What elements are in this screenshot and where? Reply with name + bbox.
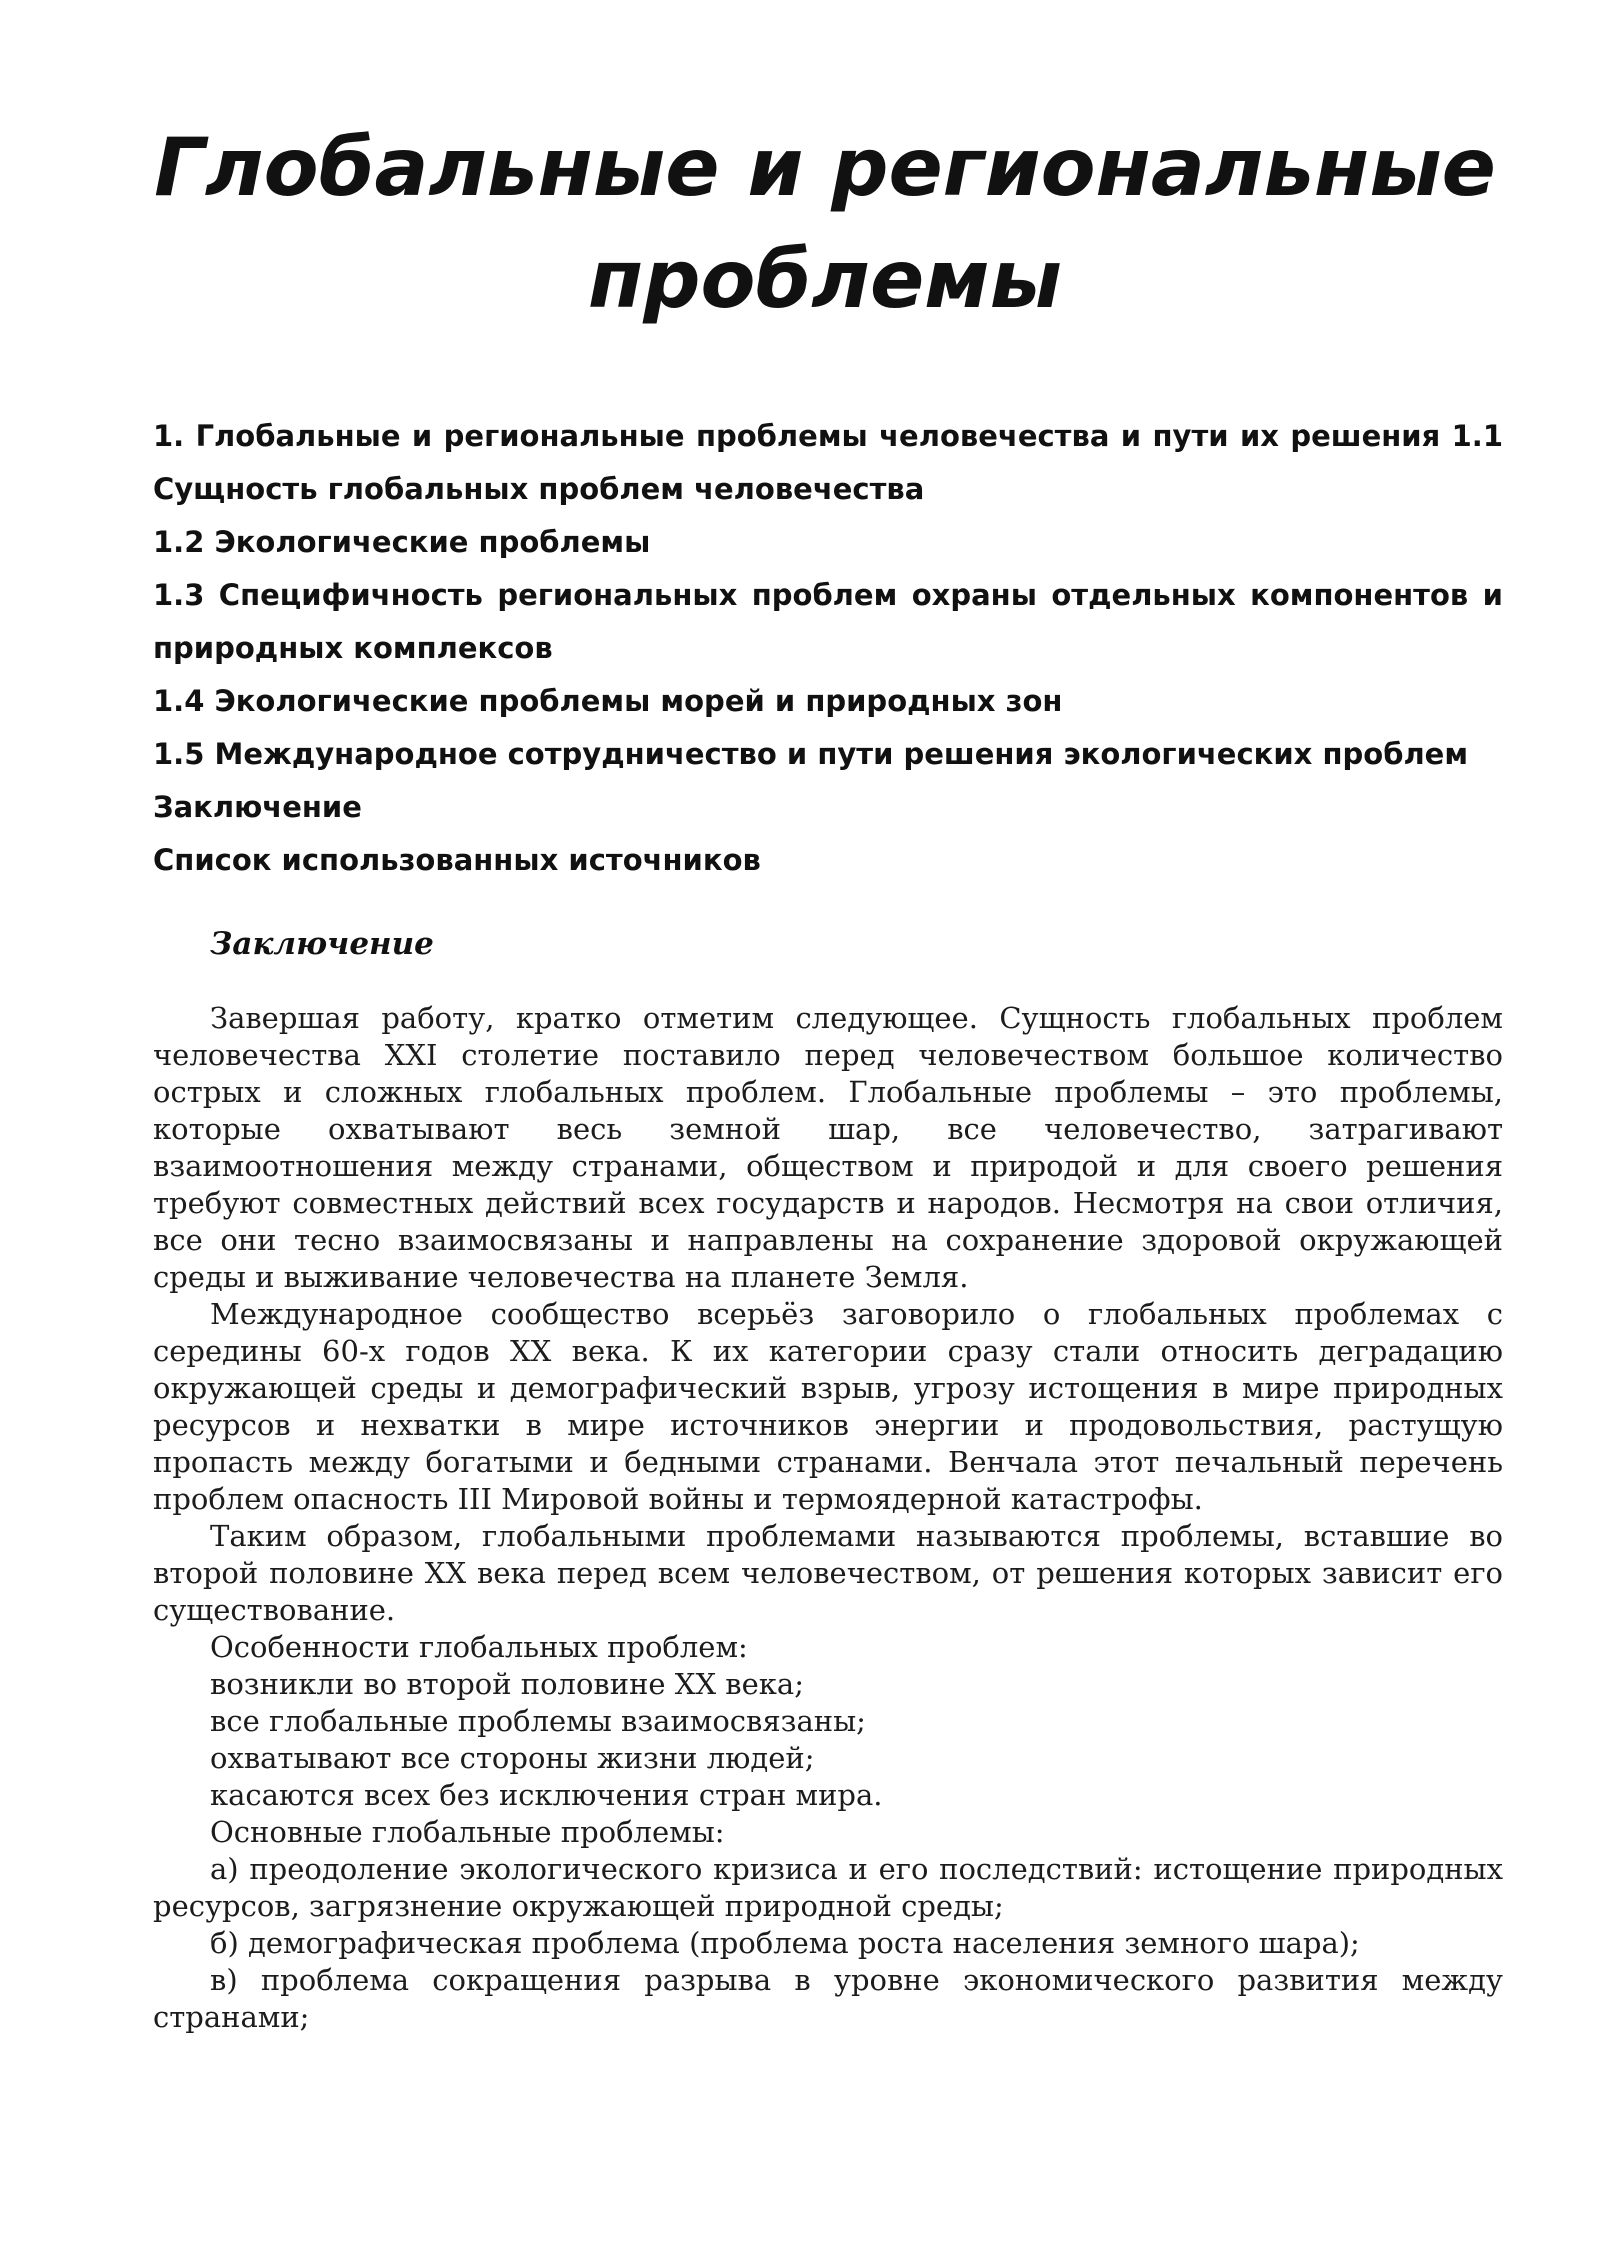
list-item: б) демографическая проблема (проблема роста населения земного шара); xyxy=(210,1926,1360,1960)
paragraph: Таким образом, глобальными проблемами называются проблемы, вставшие во второй половине XX века перед всем человечеством, от решения которых зависит его существование. xyxy=(153,1519,1503,1627)
list-item: в) проблема сокращения разрыва в уровне экономического развития между странами; xyxy=(153,1963,1503,2034)
toc-item: Заключение xyxy=(153,790,362,824)
toc-item: 1.2 Экологические проблемы xyxy=(153,525,651,559)
list-item: а) преодоление экологического кризиса и его последствий: истощение природных ресурсов, загрязнение окружающей природной среды; xyxy=(153,1852,1503,1923)
paragraph: Международное сообщество всерьёз заговорило о глобальных проблемах с середины 60-х годов XX века. К их категории сразу стали относить деградацию окружающей среды и демографический взрыв, угрозу истощения в мире природных ресурсов и нехватки в мире источников энергии и продовольствия, растущую пропасть между богатыми и бедными странами. Венчала этот печальный перечень проблем опасность III Мировой войны и термоядерной катастрофы. xyxy=(153,1297,1503,1516)
paragraph: Основные глобальные проблемы: xyxy=(210,1815,725,1849)
toc-item: 1.5 Международное сотрудничество и пути решения экологических проблем xyxy=(153,737,1469,771)
body-text xyxy=(153,1000,1503,2036)
toc-item: Список использованных источников xyxy=(153,843,761,877)
paragraph: Завершая работу, кратко отметим следующее. Сущность глобальных проблем человечества XXI столетие поставило перед человечеством большое количество острых и сложных глобальных проблем. Глобальные проблемы – это проблемы, которые охватывают весь земной шар, все человечество, затрагивают взаимоотношения между странами, обществом и природой и для своего решения требуют совместных действий всех государств и народов. Несмотря на свои отличия, все они тесно взаимосвязаны и направлены на сохранение здоровой окружающей среды и выживание человечества на планете Земля. xyxy=(153,1001,1503,1294)
list-item: охватывают все стороны жизни людей; xyxy=(210,1741,815,1775)
document-title: Глобальные и региональные проблемы xyxy=(154,121,1496,326)
list-item: касаются всех без исключения стран мира. xyxy=(210,1778,883,1812)
toc-item: 1. Глобальные и региональные проблемы человечества и пути их решения 1.1 Сущность глобальных проблем человечества xyxy=(153,419,1503,506)
toc-item: 1.3 Специфичность региональных проблем охраны отдельных компонентов и природных комплексов xyxy=(153,578,1503,665)
toc-item: 1.4 Экологические проблемы морей и природных зон xyxy=(153,684,1063,718)
table-of-contents xyxy=(153,410,1503,887)
list-item: возникли во второй половине XX века; xyxy=(210,1667,804,1701)
paragraph: Особенности глобальных проблем: xyxy=(210,1630,748,1664)
list-item: все глобальные проблемы взаимосвязаны; xyxy=(210,1704,866,1738)
section-heading: Заключение xyxy=(210,926,434,962)
